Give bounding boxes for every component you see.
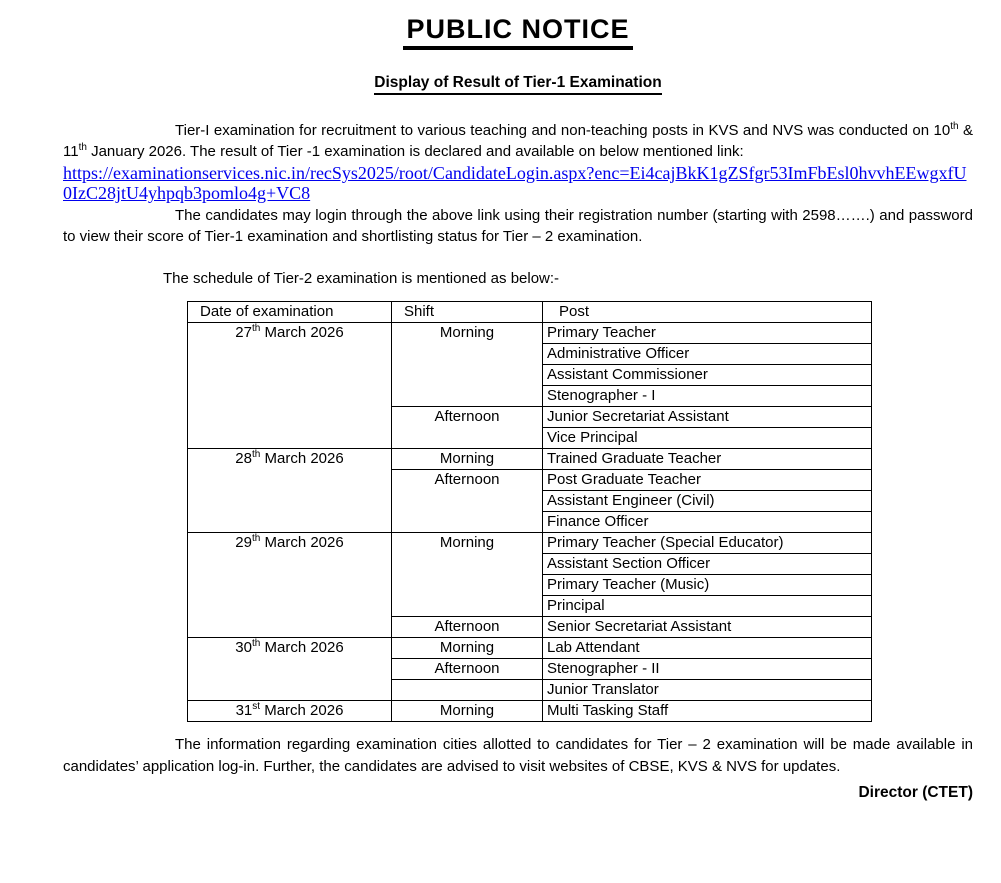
exam-schedule-table [187,301,872,722]
post-cell: Assistant Engineer (Civil) [543,491,872,512]
table-row [188,323,872,344]
date-day: 30 [235,639,252,656]
date-cell [188,533,392,638]
date-month-year: March 2026 [260,702,344,719]
date-cell [188,638,392,701]
post-cell: Primary Teacher [543,323,872,344]
ordinal-superscript: th [251,533,261,544]
date-day: 29 [235,534,252,551]
date-cell [188,449,392,533]
ordinal-superscript: th [251,449,261,460]
subtitle-row [63,74,973,95]
ordinal-superscript: st [252,701,261,712]
closing-paragraph: The information regarding examination cities allotted to candidates for Tier – 2 examination will be made available in candidates’ application log-in. Further, the candidates are advised to visit websites of CBSE, KVS & NVS for updates. [63,736,973,775]
date-day: 28 [235,450,252,467]
intro-paragraph [63,120,973,162]
shift-cell: Afternoon [392,407,543,449]
date-day: 31 [235,702,253,719]
intro-text-2: & 11 [63,122,973,160]
shift-cell: Morning [392,533,543,617]
title-row [63,14,973,50]
date-month-year: March 2026 [260,324,344,341]
post-cell: Post Graduate Teacher [543,470,872,491]
date-cell [188,701,392,722]
post-cell: Junior Secretariat Assistant [543,407,872,428]
ordinal-superscript: th [251,638,261,649]
post-cell: Primary Teacher (Special Educator) [543,533,872,554]
date-month-year: March 2026 [260,534,344,551]
post-cell: Assistant Commissioner [543,365,872,386]
post-cell: Primary Teacher (Music) [543,575,872,596]
table-row [188,701,872,722]
shift-cell: Morning [392,449,543,470]
header-shift: Shift [392,302,543,323]
date-month-year: March 2026 [260,639,344,656]
shift-cell: Afternoon [392,470,543,533]
shift-cell: Morning [392,323,543,407]
date-cell [188,323,392,449]
header-date: Date of examination [188,302,392,323]
shift-cell-empty [392,680,543,701]
shift-cell: Morning [392,701,543,722]
intro-text-1: Tier-I examination for recruitment to various teaching and non-teaching posts in KVS and NVS was conducted on 10 [175,122,951,139]
notice-subtitle: Display of Result of Tier-1 Examination [374,74,661,95]
post-cell: Assistant Section Officer [543,554,872,575]
login-instructions-paragraph: The candidates may login through the above link using their registration number (starting with 2598…….) and password to view their score of Tier-1 examination and shortlisting status for Tier – 2 examination. [63,207,973,245]
post-cell: Finance Officer [543,512,872,533]
result-portal-link[interactable]: https://examinationservices.nic.in/recSys2025/root/CandidateLogin.aspx?enc=Ei4cajBkK1gZSfgr53ImFbEsl0hvvhEEwgxfU0IzC28jtU4yhpqb3pomlo4g+VC8 [63,163,967,203]
post-cell: Stenographer - II [543,659,872,680]
ordinal-superscript: th [950,121,959,132]
post-cell: Vice Principal [543,428,872,449]
post-cell: Principal [543,596,872,617]
post-cell: Senior Secretariat Assistant [543,617,872,638]
ordinal-superscript: th [251,323,261,334]
shift-cell: Afternoon [392,617,543,638]
post-cell: Administrative Officer [543,344,872,365]
ordinal-superscript: th [78,142,87,153]
intro-text-3: January 2026. The result of Tier -1 examination is declared and available on below mentioned link: [86,143,744,160]
shift-cell: Afternoon [392,659,543,680]
page-title: PUBLIC NOTICE [403,14,632,50]
date-month-year: March 2026 [260,450,344,467]
shift-cell: Morning [392,638,543,659]
date-day: 27 [235,324,252,341]
table-row [188,449,872,470]
post-cell: Trained Graduate Teacher [543,449,872,470]
post-cell: Stenographer - I [543,386,872,407]
post-cell: Multi Tasking Staff [543,701,872,722]
post-cell: Junior Translator [543,680,872,701]
signature: Director (CTET) [858,784,973,801]
table-row [188,638,872,659]
schedule-intro: The schedule of Tier-2 examination is mentioned as below:- [163,270,560,287]
table-row [188,533,872,554]
header-post: Post [543,302,872,323]
post-cell: Lab Attendant [543,638,872,659]
table-header-row [188,302,872,323]
